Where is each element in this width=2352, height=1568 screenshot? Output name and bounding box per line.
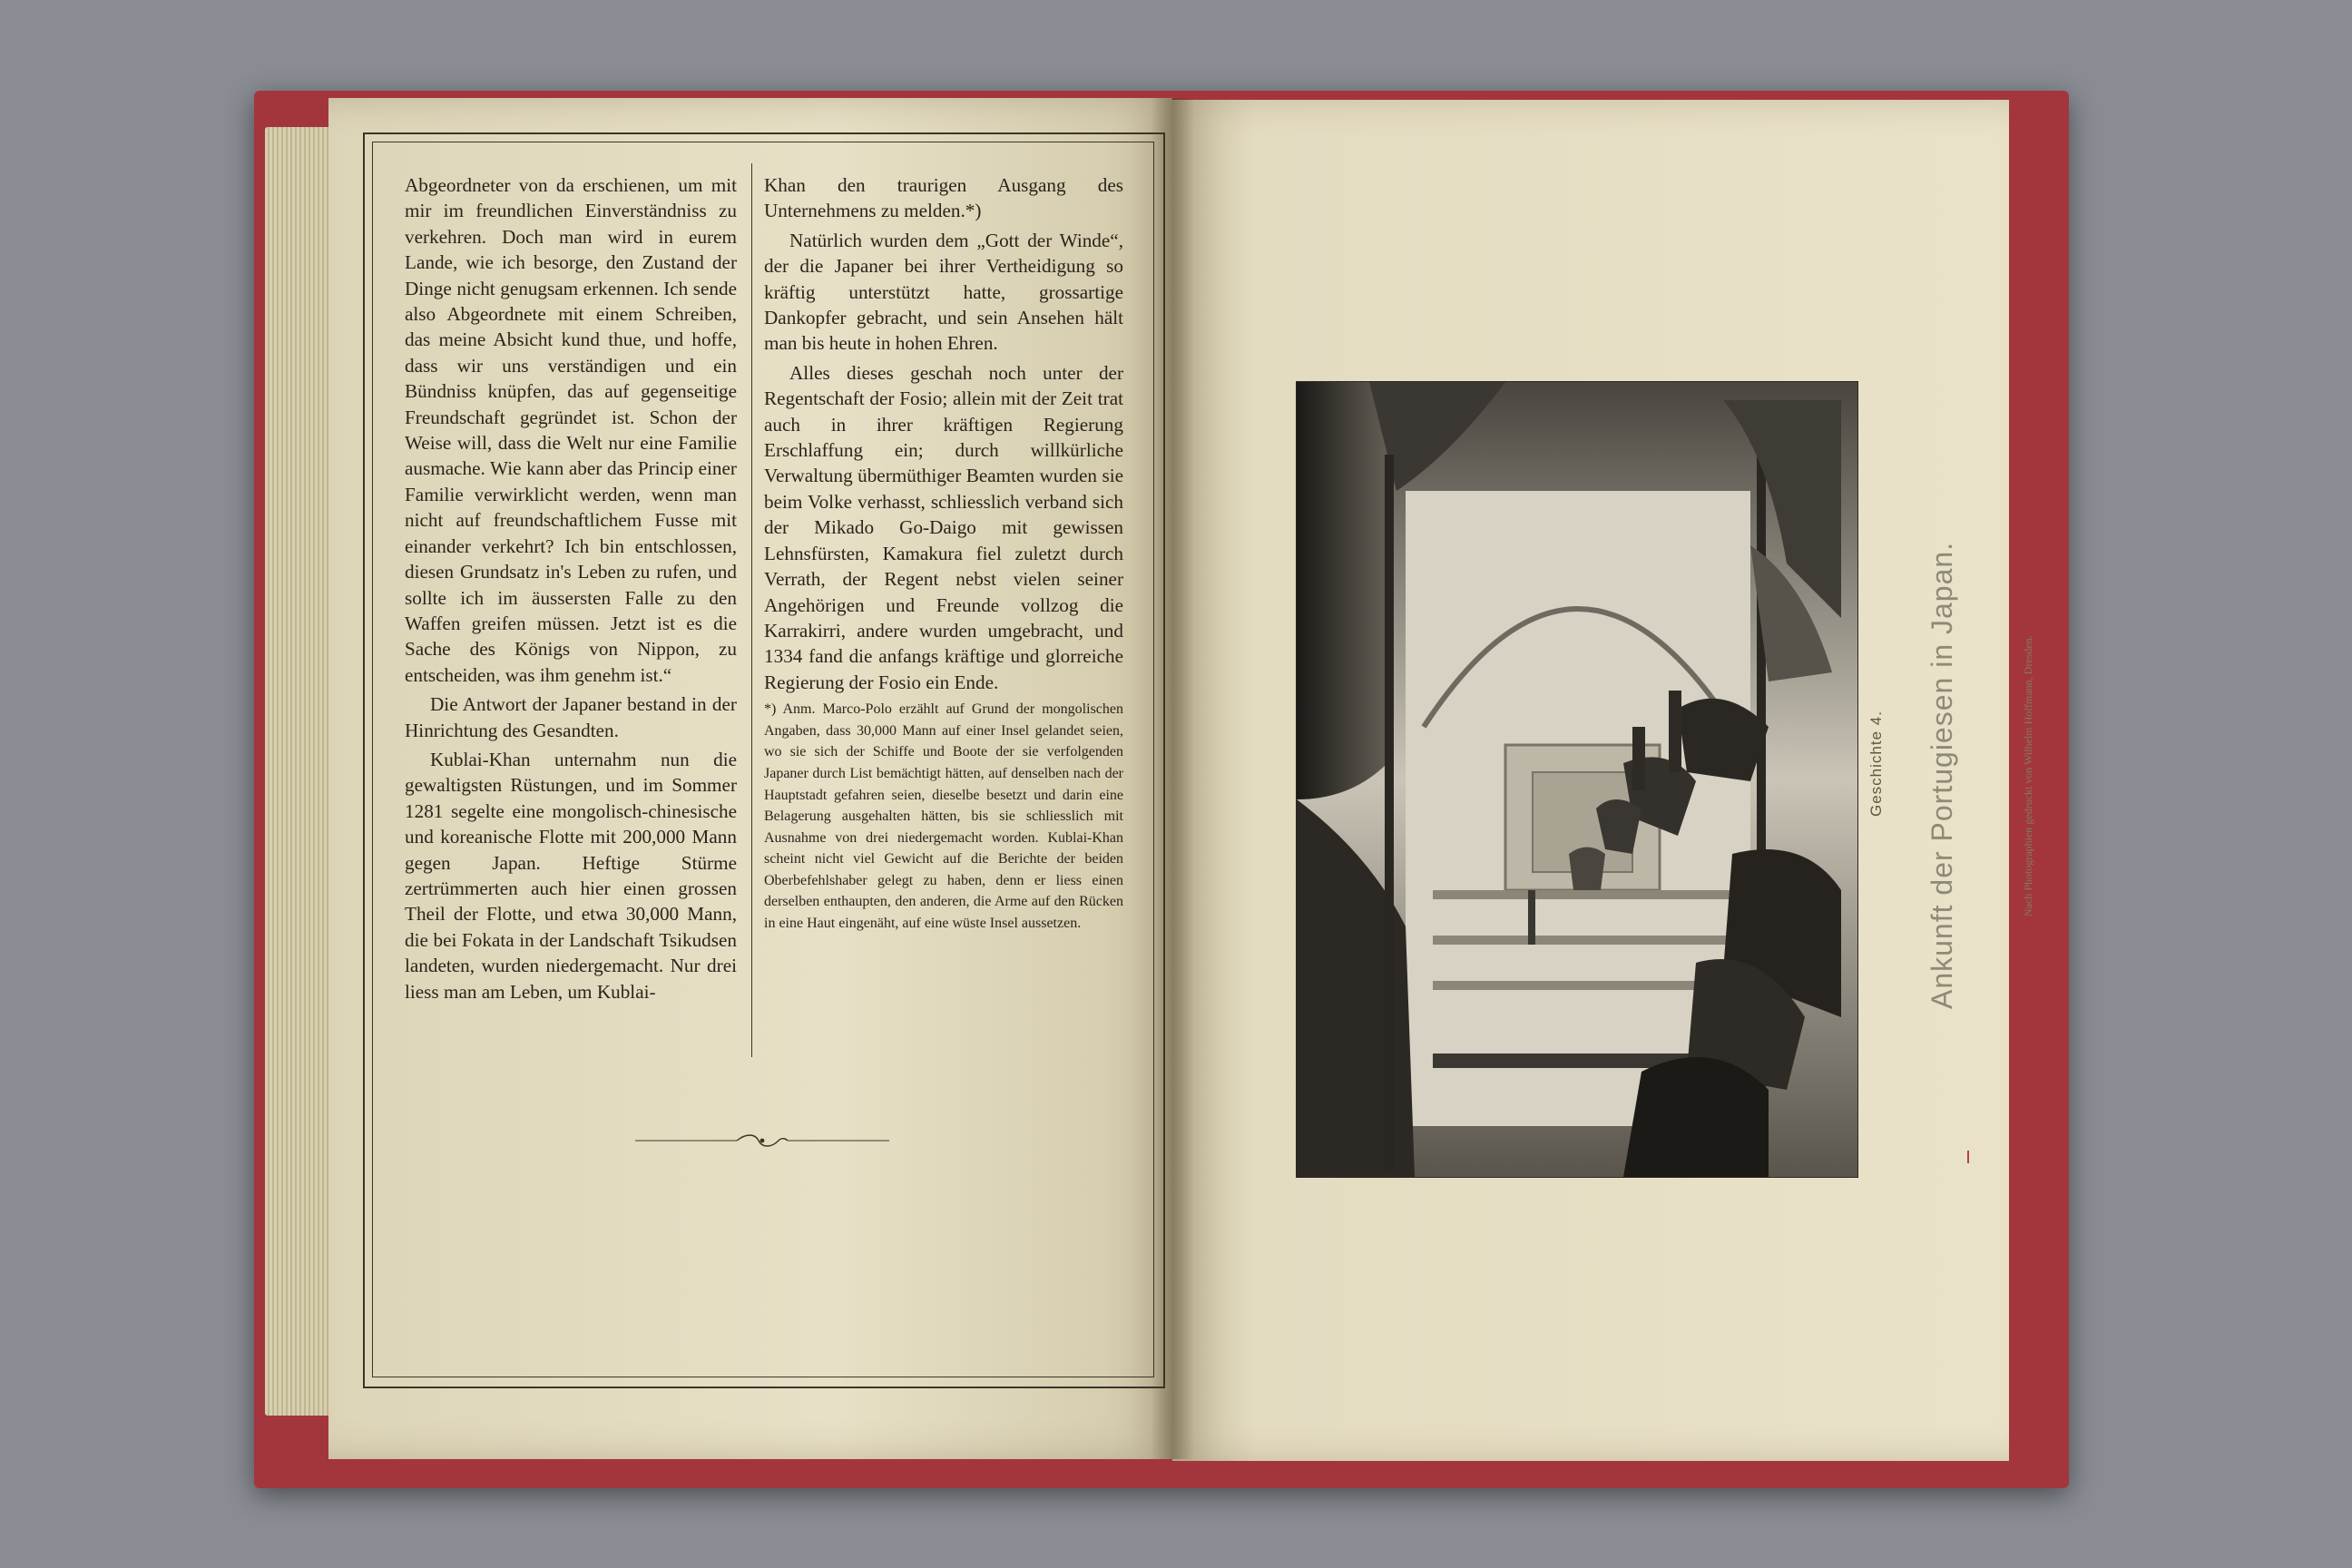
plate-title: Ankunft der Portugiesen in Japan. — [1926, 541, 1958, 1009]
paragraph: Abgeordneter von da erschienen, um mit mir im freundlichen Einverständniss zu verkehren. Doch man wird in eurem Lande, wie ich besorge, den Zustand der Dinge nicht genugsam erkennen. Ich sende also Abgeordnete mit einem Schreiben, das meine Absicht kund thue, und hoffe, dass wir uns verständigen und ein Bündniss knüpfen, das auf gegenseitige Freundschaft gegründet ist. Schon der Weise will, dass die Welt nur eine Familie ausmache. Wie kann aber das Princip einer Familie verwirklicht werden, wenn man nicht auf freundschaftlichem Fusse mit einander verkehrt? Ich bin entschlossen, diesen Grundsatz in's Leben zu rufen, und sollte ich im äussersten Falle zu den Waffen greifen müssen. Jetzt ist es die Sache des Königs von Nippon, zu entscheiden, was ihm genehm ist.“ — [405, 174, 737, 686]
page-edges — [265, 127, 338, 1416]
page-mark — [1967, 1151, 1969, 1163]
illustration-plate — [1296, 381, 1858, 1178]
right-text-column — [764, 172, 1123, 938]
plate-credit: Nach Photographien gedruckt von Wilhelm Hoffmann, Dresden. — [2022, 635, 2034, 916]
footnote: *) Anm. Marco-Polo erzählt auf Grund der mongolischen Angaben, dass 30,000 Mann auf einer Insel gelandet seien, wo sie sich der Schiffe und Boote der sie verfolgenden Japaner durch List bemächtigt hätten, auf denselben nach der Hauptstadt gefahren seien, dieselbe besetzt und darin eine Belagerung ausgehalten hätten, bis sie schliesslich mit Ausnahme von drei niedergemacht worden. Kublai-Khan scheint nicht viel Gewicht auf die Berichte der beiden Oberbefehlshaber gelegt zu haben, denn er liess einen derselben enthaupten, den anderen, die Arme auf den Rücken in eine Haut eingenäht, auf eine wüste Insel aussetzen. — [764, 701, 1123, 932]
paragraph: Natürlich wurden dem „Gott der Winde“, der die Japaner bei ihrer Vertheidigung so kräftig unterstützt hatte, grossartige Dankopfer gebracht, und sein Ansehen hält man bis heute in hohen Ehren. — [764, 229, 1123, 355]
column-divider — [751, 163, 752, 1057]
paragraph: Die Antwort der Japaner bestand in der Hinrichtung des Gesandten. — [405, 693, 737, 741]
paragraph: Alles dieses geschah noch unter der Regentschaft der Fosio; allein mit der Zeit trat auch in ihrer kräftigen Regierung Erschlaffung ein; durch willkürliche Verwaltung übermüthiger Beamten wurden sie beim Volke verhasst, schliesslich verband sich der Mikado Go-Daigo mit gewissen Lehnsfürsten, Kamakura fiel zuletzt durch Verrath, der Regent nebst vielen seiner Angehörigen und Freunde vollzog die Karrakirri, andere wurden umgebracht, und 1334 fand die anfangs kräftige und glorreiche Regierung der Fosio ein Ende. — [764, 361, 1123, 693]
paragraph: Khan den traurigen Ausgang des Unternehmens zu melden.*) — [764, 174, 1123, 222]
plate-label: Geschichte 4. — [1867, 710, 1885, 817]
paragraph: Kublai-Khan unternahm nun die gewaltigsten Rüstungen, und im Sommer 1281 segelte eine mongolisch-chinesische und koreanische Flotte mit 200,000 Mann gegen Japan. Heftige Stürme zertrümmerten auch hier einen grossen Theil der Flotte, und etwa 30,000 Mann, die bei Fokata in der Landschaft Tsikudsen landeten, wurden niedergemacht. Nur drei liess man am Leben, um Kublai- — [405, 748, 737, 1003]
hall-scene-illustration — [1297, 382, 1857, 1177]
left-text-column — [405, 172, 737, 1008]
ornament-divider — [635, 1132, 889, 1150]
